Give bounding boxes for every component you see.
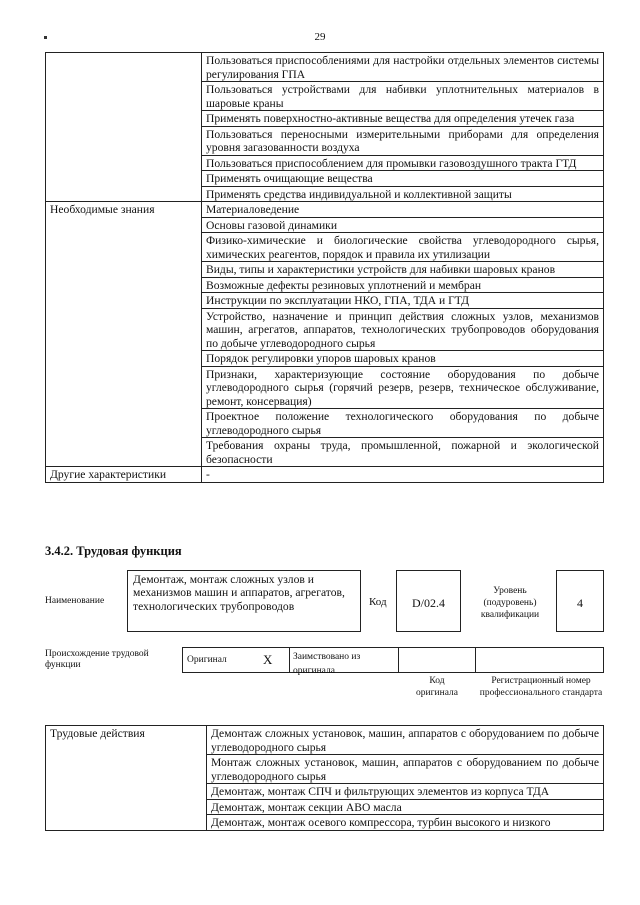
table-row (46, 726, 604, 755)
action-item: Демонтаж, монтаж секции АВО масла (207, 799, 604, 815)
table-row (46, 467, 604, 483)
original-label: Оригинал (187, 655, 227, 665)
skill-item: Пользоваться переносными измерительными приборами для определения уровня загазованности воздуха (202, 126, 604, 155)
knowledge-item: Порядок регулировки упоров шаровых кранов (202, 351, 604, 367)
borrowed-label: Заимствовано из оригинала (293, 652, 361, 676)
knowledge-item: Виды, типы и характеристики устройств для набивки шаровых кранов (202, 262, 604, 278)
knowledge-item: Устройство, назначение и принцип действия сложных узлов, механизмов машин, агрегатов, аппаратов, технологических трубопроводов оборудования по добыче углеводородного сырья (202, 308, 604, 351)
table-row (46, 202, 604, 218)
action-item: Монтаж сложных установок, машин, аппаратов с оборудованием по добыче углеводородного сырья (207, 755, 604, 784)
function-code: D/02.4 (396, 570, 461, 632)
origin-code-caption: Код оригинала (416, 676, 458, 698)
origin-code-cell (398, 647, 476, 673)
skill-item: Применять средства индивидуальной и коллективной защиты (202, 186, 604, 202)
skill-item: Пользоваться приспособлениями для настройки отдельных элементов системы регулирования ГПА (202, 53, 604, 82)
code-label: Код (369, 596, 387, 608)
level-label: Уровень (подуровень) квалификации (480, 586, 540, 620)
skills-knowledge-table (45, 52, 604, 483)
knowledge-item: Возможные дефекты резиновых уплотнений и мембран (202, 277, 604, 293)
knowledge-item: Основы газовой динамики (202, 217, 604, 233)
skill-item: Применять очищающие вещества (202, 171, 604, 187)
action-item: Демонтаж, монтаж осевого компрессора, турбин высокого и низкого (207, 815, 604, 831)
knowledge-label: Необходимые знания (46, 202, 202, 467)
other-value: - (202, 467, 604, 483)
other-label: Другие характеристики (46, 467, 202, 483)
margin-mark (44, 36, 47, 39)
origin-label: Происхождение трудовой функции (45, 649, 149, 670)
borrowed-cell (289, 647, 399, 676)
original-mark: X (263, 652, 273, 667)
function-name: Демонтаж, монтаж сложных узлов и механизмов машин и аппаратов, агрегатов, технологических трубопроводов (127, 570, 361, 632)
qualification-level: 4 (556, 570, 604, 632)
knowledge-item: Требования охраны труда, промышленной, пожарной и экологической безопасности (202, 438, 604, 467)
name-label: Наименование (45, 596, 105, 606)
labor-actions-table (45, 725, 604, 831)
skills-label-cell (46, 53, 202, 202)
knowledge-item: Инструкции по эксплуатации НКО, ГПА, ТДА и ГТД (202, 293, 604, 309)
original-cell (182, 647, 290, 673)
action-item: Демонтаж сложных установок, машин, аппаратов с оборудованием по добыче углеводородного сырья (207, 726, 604, 755)
knowledge-item: Материаловедение (202, 202, 604, 218)
skill-item: Применять поверхностно-активные вещества для определения утечек газа (202, 111, 604, 127)
registration-number-cell (475, 647, 604, 673)
action-item: Демонтаж, монтаж СПЧ и фильтрующих элементов из корпуса ТДА (207, 784, 604, 800)
knowledge-item: Физико-химические и биологические свойства углеводородного сырья, химических реагентов, порядок и правила их утилизации (202, 233, 604, 262)
skill-item: Пользоваться устройствами для набивки уплотнительных материалов в шаровые краны (202, 82, 604, 111)
section-title: 3.4.2. Трудовая функция (45, 544, 182, 558)
knowledge-item: Проектное положение технологического оборудования по добыче углеводородного сырья (202, 409, 604, 438)
knowledge-item: Признаки, характеризующие состояние оборудования по добыче углеводородного сырья (горячий резерв, резерв, техническое обслуживание, ремонт, консервация) (202, 366, 604, 409)
registration-caption: Регистрационный номер профессионального стандарта (479, 676, 603, 698)
skill-item: Пользоваться приспособлением для промывки газовоздушного тракта ГТД (202, 155, 604, 171)
actions-label: Трудовые действия (46, 726, 207, 831)
page-number: 29 (314, 31, 326, 43)
table-row (46, 53, 604, 82)
